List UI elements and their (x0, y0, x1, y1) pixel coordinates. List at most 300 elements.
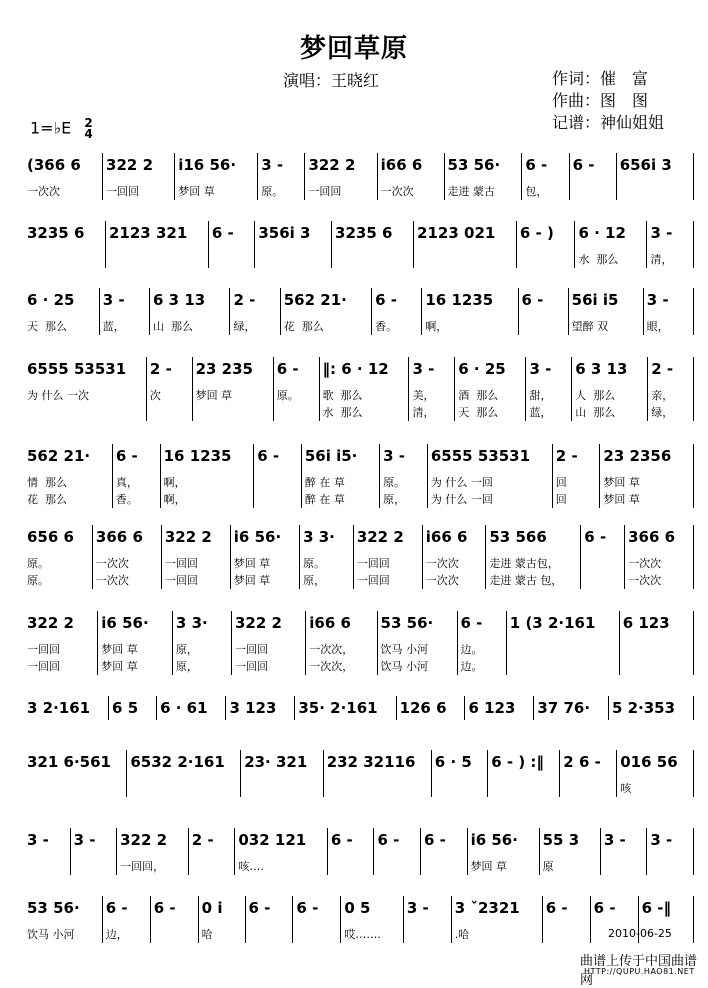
measure-notes: 016 56 (620, 753, 678, 771)
measure-notes: 6 - (248, 899, 271, 917)
measure-notes: 3 - (27, 831, 49, 849)
measure (254, 444, 302, 508)
measure (24, 696, 109, 720)
measure-notes: 6 - (375, 291, 397, 309)
lyric-verse-1: 一次次， (309, 643, 354, 656)
measure (458, 611, 507, 675)
lyric-verse-1: 梦回 草 (195, 389, 233, 402)
measure-notes: 562 21· (283, 291, 347, 309)
lyric-verse-2: 醉 在 草 (304, 493, 345, 506)
lyric-verse-1: 包， (525, 185, 548, 198)
measure (93, 525, 162, 589)
measure-notes: 322 2 (164, 528, 212, 546)
measure (199, 896, 246, 943)
measure (517, 221, 576, 268)
lyric-verse-1: 边， (105, 928, 128, 941)
measure (422, 288, 518, 335)
measure (113, 444, 161, 508)
lyric-verse-2: 绿， (651, 406, 674, 419)
measure (526, 357, 572, 421)
meter-top: 2 (84, 116, 93, 130)
lyric-verse-2: 一次次 (425, 574, 459, 587)
measure-notes: 356i 3 (258, 224, 311, 242)
lyric-verse-1: 一回回 (356, 557, 390, 570)
lyric-verse-2: 清， (412, 406, 435, 419)
measure (24, 611, 98, 675)
measure-notes: 3 123 (229, 699, 277, 717)
measure-notes: 35· 2·161 (298, 699, 378, 717)
staff-line (24, 611, 694, 675)
measure-notes: 37 76· (537, 699, 591, 717)
lyric-verse-2: 饮马 小河 (380, 660, 429, 673)
lyric-verse-2: 一次次， (309, 660, 354, 673)
measure (601, 828, 648, 875)
date: 2010-06-25 (608, 927, 672, 940)
measure (617, 750, 694, 797)
measure (452, 896, 543, 943)
measure-notes: 126 6 (399, 699, 447, 717)
measure (354, 525, 423, 589)
measure-notes: 6 - (296, 899, 319, 917)
measure (162, 525, 231, 589)
measure (109, 696, 157, 720)
lyric-verse-1: 甜， (529, 389, 552, 402)
lyric-verse-1: 望醉 双 (571, 320, 609, 333)
measure (230, 288, 280, 335)
measure (404, 896, 452, 943)
measure-notes: 56i i5· (304, 447, 358, 465)
lyric-verse-1: 哎……. (344, 928, 381, 941)
measure-notes: 6 - (525, 156, 548, 174)
measure-notes: 23 235 (195, 360, 253, 378)
lyric-verse-1: 歌 那么 (322, 389, 363, 402)
measure (209, 221, 255, 268)
measure-notes: 55 3 (542, 831, 580, 849)
measure-notes: 656i 3 (619, 156, 672, 174)
measure-notes: i6 56· (233, 528, 282, 546)
lyric-verse-1: 天 那么 (27, 320, 67, 333)
lyric-verse-1: 饮马 小河 (380, 643, 429, 656)
measure (560, 750, 617, 797)
measure (647, 221, 694, 268)
measure (553, 444, 601, 508)
lyric-verse-1: .哈 (454, 928, 470, 941)
measure-notes: 366 6 (95, 528, 143, 546)
measure-notes: 232 32116 (326, 753, 416, 771)
lyric-verse-1: 为 什么 一回 (430, 476, 493, 489)
measure (193, 357, 274, 421)
measure-notes: 2 - (233, 291, 256, 309)
lyric-verse-1: 原。 (303, 557, 326, 570)
staff-line (24, 750, 694, 797)
lyric-verse-2: 原， (175, 660, 198, 673)
measure-notes: 6 - (257, 447, 280, 465)
measure (378, 153, 445, 200)
measure (644, 288, 694, 335)
measure (106, 221, 209, 268)
measure-notes: i6 56· (101, 614, 149, 632)
measure-notes: 6 - (593, 899, 616, 917)
staff-line (24, 696, 694, 720)
measure (468, 828, 540, 875)
measure (24, 221, 106, 268)
lyric-verse-1: 饮马 小河 (27, 928, 75, 941)
lyric-verse-2: 啊， (163, 493, 186, 506)
measure (241, 750, 324, 797)
lyric-verse-2: 一回回 (235, 660, 268, 673)
measure-notes: 322 2 (120, 831, 168, 849)
measure-notes: 5 2·353 (611, 699, 676, 717)
measure-notes: 2 - (149, 360, 172, 378)
measure-notes: 6 - (460, 614, 483, 632)
measure-notes: 3 - (529, 360, 552, 378)
measure-notes: 2 - (191, 831, 214, 849)
measure-notes: 56i i5 (571, 291, 619, 309)
measure (100, 288, 150, 335)
measure (306, 611, 377, 675)
lyric-verse-2: 原， (303, 574, 326, 587)
measure (617, 153, 694, 200)
measure (24, 444, 113, 508)
measure-notes: 23 2356 (603, 447, 672, 465)
measure-notes: 6 - (521, 291, 544, 309)
measure-notes: (366 6 (27, 156, 81, 174)
lyric-verse-1: 情 那么 (27, 476, 67, 489)
lyric-verse-2: 一次次 (628, 574, 662, 587)
measure (161, 444, 255, 508)
measure-notes: 6 - (115, 447, 138, 465)
lyric-verse-2: 为 什么 一回 (430, 493, 493, 506)
measure-notes: 6555 53531 (27, 360, 127, 378)
lyric-verse-2: 花 那么 (27, 493, 67, 506)
measure (341, 896, 404, 943)
lyric-verse-2: 香。 (115, 493, 138, 506)
measure (151, 896, 199, 943)
measure (24, 896, 103, 943)
measure (24, 828, 71, 875)
measure-notes: 6 · 5 (434, 753, 472, 771)
lyric-verse-1: 咳 (620, 782, 632, 795)
lyric-verse-1: 梦回 草 (233, 557, 271, 570)
song-title: 梦回草原 (299, 34, 408, 64)
measure (609, 696, 694, 720)
measure-notes: 3 ˇ2321 (454, 899, 520, 917)
lyric-verse-1: 醉 在 草 (304, 476, 345, 489)
lyric-verse-1: 原。 (276, 389, 299, 402)
measure (486, 525, 581, 589)
lyric-verse-2: 边。 (460, 660, 483, 673)
measure (421, 828, 468, 875)
measure (98, 611, 173, 675)
lyric-verse-1: 一次次 (425, 557, 459, 570)
measure (581, 525, 625, 589)
lyric-verse-1: 一次次 (380, 185, 414, 198)
measure (332, 221, 414, 268)
lyric-verse-1: 啊， (425, 320, 448, 333)
measure-notes: i16 56· (178, 156, 237, 174)
composer: 作曲：图 图 (552, 91, 649, 110)
measure-notes: 032 121 (238, 831, 307, 849)
measure-notes: 6 - (276, 360, 299, 378)
key-signature (30, 118, 93, 140)
lyric-verse-2: 山 那么 (575, 406, 616, 419)
measure-notes: 16 1235 (163, 447, 232, 465)
lyric-verse-2: 一回回 (27, 660, 60, 673)
measure (305, 153, 377, 200)
watermark-url: HTTP://QUPU.HAO81.NET (584, 967, 695, 976)
measure (103, 896, 151, 943)
staff-line (24, 896, 694, 943)
measure-notes: 6 - (584, 528, 607, 546)
measure (281, 288, 372, 335)
measure-notes: 6 - (424, 831, 446, 849)
measure-notes: 2 - (555, 447, 578, 465)
measure-notes: 0 5 (344, 899, 371, 917)
lyric-verse-1: 眼， (646, 320, 669, 333)
lyric-verse-1: 人 那么 (575, 389, 616, 402)
measure-notes: ‖: 6 · 12 (322, 360, 389, 378)
measure-notes: i66 6 (309, 614, 351, 632)
key: 1=♭E (30, 118, 72, 138)
lyric-verse-1: 原 (542, 860, 554, 873)
measure (374, 828, 421, 875)
measure-notes: 366 6 (628, 528, 676, 546)
measure-notes: 6555 53531 (430, 447, 531, 465)
lyric-verse-2: 原， (383, 493, 406, 506)
lyric-verse-1: 原。 (27, 557, 49, 570)
lyric-verse-1: 梦回 草 (470, 860, 508, 873)
measure-notes: 3 2·161 (27, 699, 91, 717)
lyric-verse-2: 梦回 草 (101, 660, 138, 673)
singer: 演唱：王晓红 (283, 71, 380, 90)
measure-notes: 53 56· (447, 156, 501, 174)
measure-notes: 6 - ) (519, 224, 554, 242)
measure-notes: 6 123 (622, 614, 670, 632)
measure (432, 750, 488, 797)
measure (620, 611, 694, 675)
measure (465, 696, 534, 720)
measure (293, 896, 341, 943)
measure-notes: 6 3 13 (575, 360, 628, 378)
measure-notes: 16 1235 (425, 291, 494, 309)
measure (380, 444, 428, 508)
staff-line (24, 828, 694, 875)
measure (534, 696, 609, 720)
measure (540, 828, 601, 875)
staff-line (24, 153, 694, 200)
measure-notes: 6 - (330, 831, 353, 849)
measure-notes: 6 5 (112, 699, 139, 717)
measure (572, 357, 648, 421)
lyric-verse-1: 梦回 草 (101, 643, 138, 656)
measure-notes: 6 · 12 (578, 224, 626, 242)
staff-line (24, 288, 694, 335)
lyric-verse-1: 原。 (261, 185, 284, 198)
measure (372, 288, 422, 335)
lyric-verse-1: 清， (650, 253, 673, 266)
measure (103, 153, 175, 200)
measure (647, 828, 694, 875)
measure-notes: 3 - (73, 831, 96, 849)
staff-line (24, 444, 694, 508)
measure-notes: 322 2 (106, 156, 154, 174)
lyric-verse-1: 边。 (460, 643, 483, 656)
measure (258, 153, 305, 200)
measure (127, 750, 241, 797)
measure (24, 288, 100, 335)
lyric-verse-2: 原。 (27, 574, 49, 587)
measure-notes: 2123 321 (109, 224, 188, 242)
lyric-verse-2: 一回回 (356, 574, 390, 587)
measure-notes: 3 - (406, 899, 429, 917)
measure (397, 696, 466, 720)
measure (226, 696, 295, 720)
measure (173, 611, 232, 675)
measure-notes: 2 - (651, 360, 674, 378)
measure (328, 828, 375, 875)
measure-notes: 322 2 (235, 614, 282, 632)
measure-notes: 322 2 (308, 156, 356, 174)
measure-notes: 2 6 - (563, 753, 601, 771)
measure (625, 525, 694, 589)
measure-notes: 3 - (261, 156, 284, 174)
lyric-verse-1: 哈 (201, 928, 213, 941)
lyric-verse-1: 美， (412, 389, 435, 402)
measure (320, 357, 410, 421)
measure (24, 750, 127, 797)
lyric-verse-1: 一次次 (628, 557, 662, 570)
lyric-verse-1: 回 (555, 476, 567, 489)
measure (575, 221, 647, 268)
measure (24, 525, 93, 589)
lyric-verse-1: 梦回 草 (178, 185, 215, 198)
measure (543, 896, 591, 943)
measure (150, 288, 230, 335)
watermark: 曲谱上传于中国曲谱网 (580, 954, 698, 988)
measure (235, 828, 328, 875)
measure (409, 357, 455, 421)
lyric-verse-1: 一回回 (164, 557, 198, 570)
credits (552, 68, 664, 134)
lyric-verse-1: 花 那么 (283, 320, 324, 333)
lyric-verse-1: 水 那么 (578, 253, 619, 266)
measure-notes: 23· 321 (244, 753, 308, 771)
measure-notes: 6 - ) :‖ (491, 753, 544, 771)
measure-notes: 321 6·561 (27, 753, 111, 771)
measure-notes: 2123 021 (417, 224, 496, 242)
measure-notes: 656 6 (27, 528, 74, 546)
lyric-verse-2: 蓝， (529, 406, 552, 419)
measure-notes: 0 i (201, 899, 223, 917)
lyric-verse-1: 原。 (383, 476, 406, 489)
staff-line (24, 525, 694, 589)
measure-notes: 3 3· (303, 528, 335, 546)
measure (117, 828, 189, 875)
measure-notes: 3235 6 (27, 224, 85, 242)
measure (522, 153, 569, 200)
lyric-verse-1: 一回回 (106, 185, 140, 198)
lyric-verse-1: 一回回 (27, 643, 60, 656)
measure (570, 153, 617, 200)
measure-notes: 322 2 (356, 528, 404, 546)
measure (445, 153, 523, 200)
lyric-verse-2: 梦回 草 (603, 493, 640, 506)
measure (302, 444, 380, 508)
transcriber: 记谱：神仙姐姐 (552, 113, 665, 132)
lyric-verse-1: 一回回， (120, 860, 165, 873)
measure (423, 525, 487, 589)
measure-notes: 6 - (211, 224, 234, 242)
lyric-verse-2: 走进 蒙古 包， (489, 574, 563, 587)
lyric-verse-1: 绿， (233, 320, 256, 333)
measure (24, 153, 103, 200)
measure (246, 896, 294, 943)
measure (414, 221, 517, 268)
measure-notes: 53 56· (27, 899, 80, 917)
meter-bottom: 4 (84, 127, 93, 141)
lyric-verse-1: 山 那么 (153, 320, 193, 333)
measure-notes: 6 - (153, 899, 176, 917)
measure (428, 444, 553, 508)
measure-notes: i66 6 (380, 156, 423, 174)
measure (378, 611, 458, 675)
lyric-verse-1: 原， (175, 643, 198, 656)
measure-notes: 6 · 61 (160, 699, 208, 717)
measure (232, 611, 306, 675)
lyric-verse-1: 一回回 (308, 185, 342, 198)
measure-notes: i66 6 (425, 528, 468, 546)
measure (274, 357, 320, 421)
lyric-verse-2: 回 (555, 493, 567, 506)
measure-notes: 6 - (377, 831, 400, 849)
measure-notes: 3 - (412, 360, 435, 378)
measure (231, 525, 300, 589)
measure-notes: 3235 6 (335, 224, 393, 242)
measure-notes: 3 - (650, 224, 673, 242)
measure-notes: 53 56· (380, 614, 434, 632)
measure-notes: 6 - (545, 899, 568, 917)
measure (147, 357, 193, 421)
measure-notes: 3 - (650, 831, 673, 849)
lyric-verse-1: 真， (115, 476, 138, 489)
measure-notes: 3 - (646, 291, 669, 309)
staff-line (24, 221, 694, 268)
measure (175, 153, 258, 200)
lyric-verse-1: 次 (149, 389, 161, 402)
measure-notes: 562 21· (27, 447, 91, 465)
measure-notes: 3 - (102, 291, 125, 309)
lyric-verse-1: 啊， (163, 476, 186, 489)
lyric-verse-2: 梦回 草 (233, 574, 271, 587)
measure-notes: 6 - (572, 156, 595, 174)
lyric-verse-1: 为 什么 一次 (27, 389, 89, 402)
lyric-verse-1: 一回回 (235, 643, 268, 656)
measure-notes: 6 · 25 (458, 360, 506, 378)
lyric-verse-1: 香。 (375, 320, 398, 333)
lyric-verse-1: 一次次 (27, 185, 60, 198)
measure (300, 525, 354, 589)
lyric-verse-2: 天 那么 (458, 406, 499, 419)
measure (519, 288, 569, 335)
lyric-verse-2: 一回回 (164, 574, 198, 587)
time-signature (84, 118, 92, 140)
staff-line (24, 357, 694, 421)
measure (295, 696, 396, 720)
lyricist: 作词：催 富 (552, 69, 649, 88)
measure-notes: 6 - (105, 899, 128, 917)
lyric-verse-1: 走进 蒙古包， (489, 557, 559, 570)
measure-notes: 6 3 13 (153, 291, 206, 309)
